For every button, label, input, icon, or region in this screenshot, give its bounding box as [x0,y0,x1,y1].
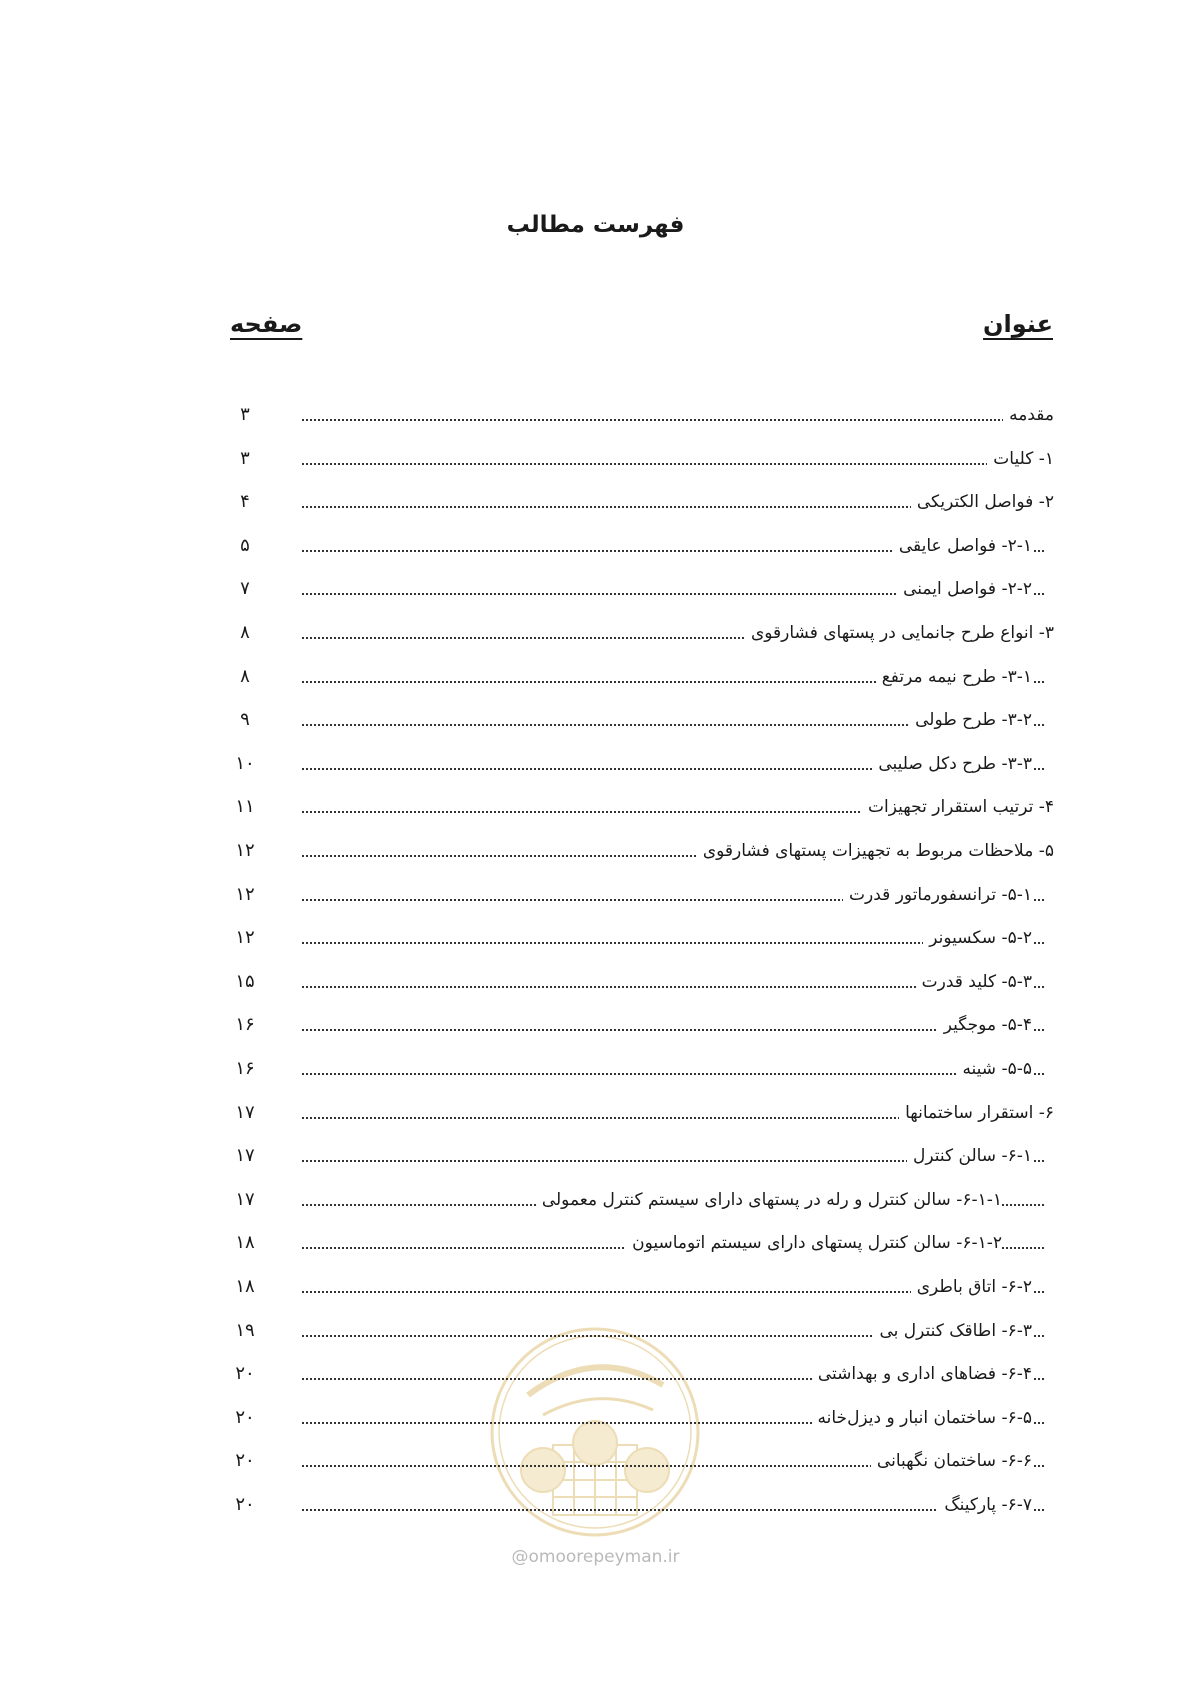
toc-entry-page: ۳ [240,404,250,425]
toc-entry-label: ۲-۲- فواصل ایمنی [897,574,1032,604]
toc-entry-page: ۱۰ [235,752,255,774]
toc-row [230,487,1054,517]
toc-entry-page: ۷ [240,578,250,600]
toc-entry-label: ۳-۱- طرح نیمه مرتفع [876,662,1032,692]
toc-entry-label: ۵-۳- کلید قدرت [916,967,1032,997]
toc-entry-page: ۳ [240,447,250,469]
toc-row [230,618,1054,648]
page-title: فهرست مطالب [506,212,685,238]
toc-entry-page: ۱۱ [235,796,255,818]
column-header-title: عنوان [983,310,1053,338]
toc-row [230,400,1054,430]
toc-entry-label: مقدمه [1003,400,1054,430]
toc-entry-page: ۹ [240,709,250,731]
toc-entry-label: ۴- ترتیب استقرار تجهیزات [862,792,1054,822]
toc-entry-page: ۱۶ [235,1058,255,1079]
toc-entry-page: ۲۰ [235,1450,255,1472]
toc-entry-label: ۵-۵- شینه [956,1054,1032,1084]
toc-entry-page: ۱۲ [235,927,255,949]
toc-entry-page: ۱۲ [235,840,255,861]
toc-entry-label: ۵-۲- سکسیونر [923,923,1032,953]
toc-row [230,1185,1054,1215]
toc-entry-label: ۶-۶- ساختمان نگهبانی [871,1446,1032,1476]
toc-leader-dots [302,1509,1044,1511]
toc-entry-page: ۵ [240,534,250,556]
toc-row [230,1010,1054,1040]
toc-entry-page: ۱۷ [235,1101,255,1123]
toc-leader-dots [302,1073,1044,1075]
toc-entry-label: ۶-۲- اتاق باطری [911,1272,1032,1302]
toc-entry-page: ۲۰ [235,1494,255,1515]
toc-entry-label: ۵-۴- موجگیر [938,1010,1032,1040]
toc-entry-label: ۶-۱- سالن کنترل [907,1141,1032,1171]
toc-entry-page: ۱۵ [235,970,255,992]
toc-entry-page: ۱۹ [235,1319,255,1341]
toc-row [230,1141,1054,1171]
toc-entry-page: ۴ [240,491,250,513]
toc-row [230,792,1054,822]
toc-entry-label: ۶- استقرار ساختمانها [899,1098,1054,1128]
toc-entry-label: ۶-۵- ساختمان انبار و دیزل‌خانه [812,1403,1032,1433]
toc-leader-dots [302,1029,1044,1031]
toc-row [230,531,1054,561]
toc-entry-page: ۸ [240,665,250,687]
toc-entry-page: ۱۷ [235,1145,255,1167]
toc-entry-label: ۵- ملاحظات مربوط به تجهیزات پستهای فشارقوی [697,836,1054,866]
toc-entry-page: ۱۶ [235,1014,255,1036]
toc-row [230,444,1054,474]
toc-entry-page: ۱۸ [235,1276,255,1297]
toc-entry-page: ۱۲ [235,883,255,905]
toc-entry-label: ۳-۳- طرح دکل صلیبی [872,749,1032,779]
toc-entry-label: ۱- کلیات [987,444,1054,474]
toc-entry-label: ۲-۱- فواصل عایقی [893,531,1032,561]
toc-row [230,967,1054,997]
toc-row [230,749,1054,779]
toc-entry-page: ۲۰ [235,1363,255,1385]
toc-leader-dots [302,463,1044,465]
toc-row [230,923,1054,953]
toc-entry-page: ۸ [240,622,250,643]
toc-row [230,836,1054,866]
toc-entry-label: ۲- فواصل الکتریکی [911,487,1054,517]
toc-entry-label: ۳-۲- طرح طولی [909,705,1032,735]
toc-row [230,662,1054,692]
toc-leader-dots [302,419,1044,421]
toc-entry-label: ۵-۱- ترانسفورماتور قدرت [843,880,1032,910]
toc-row [230,705,1054,735]
toc-row [230,1054,1054,1084]
toc-row [230,880,1054,910]
toc-entry-page: ۱۷ [235,1188,255,1210]
watermark-logo-icon [488,1325,702,1539]
toc-entry-label: ۶-۳- اطاقک کنترل بی [873,1316,1032,1346]
toc-row [230,1272,1054,1302]
toc-entry-label: ۶-۷- پارکینگ [938,1490,1032,1520]
toc-entry-label: ۶-۱-۲- سالن کنترل پستهای دارای سیستم اتوماسیون [626,1228,1002,1258]
toc-entry-page: ۱۸ [235,1232,255,1254]
toc-row [230,574,1054,604]
toc-entry-label: ۳- انواع طرح جانمایی در پستهای فشارقوی [745,618,1054,648]
toc-row [230,1098,1054,1128]
column-header-page: صفحه [230,310,303,338]
toc-entry-label: ۶-۱-۱- سالن کنترل و رله در پستهای دارای سیستم کنترل معمولی [536,1185,1002,1215]
toc-row [230,1228,1054,1258]
toc-entry-page: ۲۰ [235,1406,255,1428]
toc-entry-label: ۶-۴- فضاهای اداری و بهداشتی [812,1359,1032,1389]
watermark-site-text: @omoorepeyman.ir [511,1547,680,1567]
